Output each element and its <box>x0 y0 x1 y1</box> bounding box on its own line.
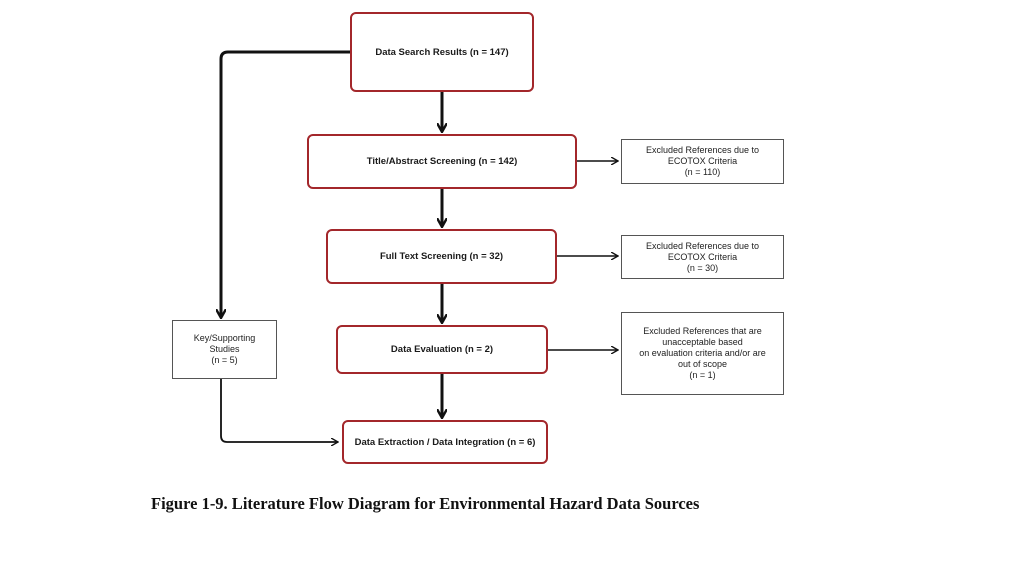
title-abstract-screening-box: Title/Abstract Screening (n = 142) <box>307 134 577 189</box>
excluded-references-title-abstract-box: Excluded References due to ECOTOX Criteria (n = 110) <box>621 139 784 184</box>
excluded-references-full-text-box: Excluded References due to ECOTOX Criteria (n = 30) <box>621 235 784 279</box>
data-extraction-integration-box: Data Extraction / Data Integration (n = 6) <box>342 420 548 464</box>
arrow-key-studies-to-extraction <box>221 379 338 442</box>
figure-caption: Figure 1-9. Literature Flow Diagram for Environmental Hazard Data Sources <box>151 494 700 513</box>
excluded-references-evaluation-box: Excluded References that are unacceptable based on evaluation criteria and/or are out of scope (n = 1) <box>621 312 784 395</box>
data-search-results-box: Data Search Results (n = 147) <box>350 12 534 92</box>
data-evaluation-box: Data Evaluation (n = 2) <box>336 325 548 374</box>
key-supporting-studies-box: Key/Supporting Studies (n = 5) <box>172 320 277 379</box>
full-text-screening-box: Full Text Screening (n = 32) <box>326 229 557 284</box>
